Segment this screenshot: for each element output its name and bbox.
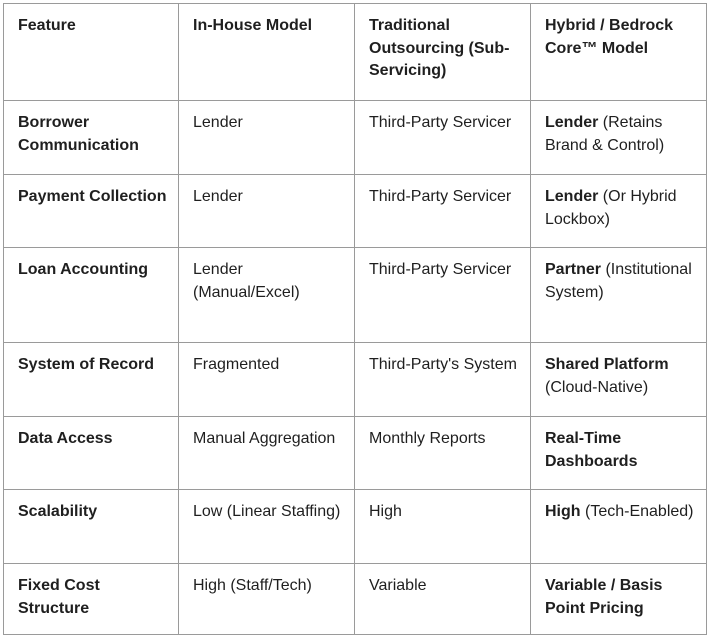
feature-cell: Data Access — [4, 417, 179, 490]
table-row — [4, 343, 707, 417]
hybrid-cell-detail: (Retains Brand & Control) — [545, 114, 665, 154]
feature-cell: Borrower Communication — [4, 101, 179, 175]
outsourcing-cell: Third-Party Servicer — [355, 101, 531, 175]
hybrid-cell-detail: (Institutional System) — [545, 261, 692, 301]
feature-cell: Payment Collection — [4, 175, 179, 248]
feature-cell: Scalability — [4, 490, 179, 564]
hybrid-cell — [531, 490, 707, 564]
servicing-model-comparison-table — [3, 3, 707, 635]
header-traditional-outsourcing: Traditional Outsourcing (Sub-Servicing) — [355, 4, 531, 101]
hybrid-cell — [531, 101, 707, 175]
header-in-house-model: In-House Model — [179, 4, 355, 101]
table-row — [4, 564, 707, 635]
comparison-table-container — [3, 3, 707, 635]
table-row — [4, 417, 707, 490]
hybrid-cell — [531, 175, 707, 248]
feature-cell: Fixed Cost Structure — [4, 564, 179, 635]
in-house-cell: High (Staff/Tech) — [179, 564, 355, 635]
hybrid-cell — [531, 248, 707, 343]
in-house-cell: Fragmented — [179, 343, 355, 417]
outsourcing-cell: High — [355, 490, 531, 564]
header-hybrid-bedrock-core: Hybrid / Bedrock Core™ Model — [531, 4, 707, 101]
hybrid-cell-bold: Lender — [545, 188, 599, 205]
hybrid-cell-bold: Lender — [545, 114, 599, 131]
table-row — [4, 101, 707, 175]
outsourcing-cell: Variable — [355, 564, 531, 635]
in-house-cell: Lender — [179, 175, 355, 248]
in-house-cell: Low (Linear Staffing) — [179, 490, 355, 564]
table-row — [4, 248, 707, 343]
in-house-cell: Manual Aggregation — [179, 417, 355, 490]
in-house-cell: Lender (Manual/Excel) — [179, 248, 355, 343]
header-feature: Feature — [4, 4, 179, 101]
table-row — [4, 175, 707, 248]
outsourcing-cell: Third-Party Servicer — [355, 248, 531, 343]
table-header-row — [4, 4, 707, 101]
hybrid-cell-detail: (Tech-Enabled) — [580, 503, 694, 520]
table-row — [4, 490, 707, 564]
outsourcing-cell: Monthly Reports — [355, 417, 531, 490]
hybrid-cell-bold: Shared Platform — [545, 356, 669, 373]
feature-cell: Loan Accounting — [4, 248, 179, 343]
hybrid-cell — [531, 343, 707, 417]
hybrid-cell — [531, 417, 707, 490]
in-house-cell: Lender — [179, 101, 355, 175]
hybrid-cell-detail: (Cloud-Native) — [545, 378, 649, 396]
outsourcing-cell: Third-Party Servicer — [355, 175, 531, 248]
hybrid-cell-bold: Partner — [545, 261, 602, 278]
hybrid-cell-bold: Variable / Basis Point Pricing — [545, 577, 663, 617]
hybrid-cell-bold: High — [545, 503, 581, 520]
feature-cell: System of Record — [4, 343, 179, 417]
outsourcing-cell: Third-Party's System — [355, 343, 531, 417]
hybrid-cell — [531, 564, 707, 635]
hybrid-cell-bold: Real-Time Dashboards — [545, 430, 638, 470]
hybrid-cell-detail: (Or Hybrid Lockbox) — [545, 188, 677, 228]
